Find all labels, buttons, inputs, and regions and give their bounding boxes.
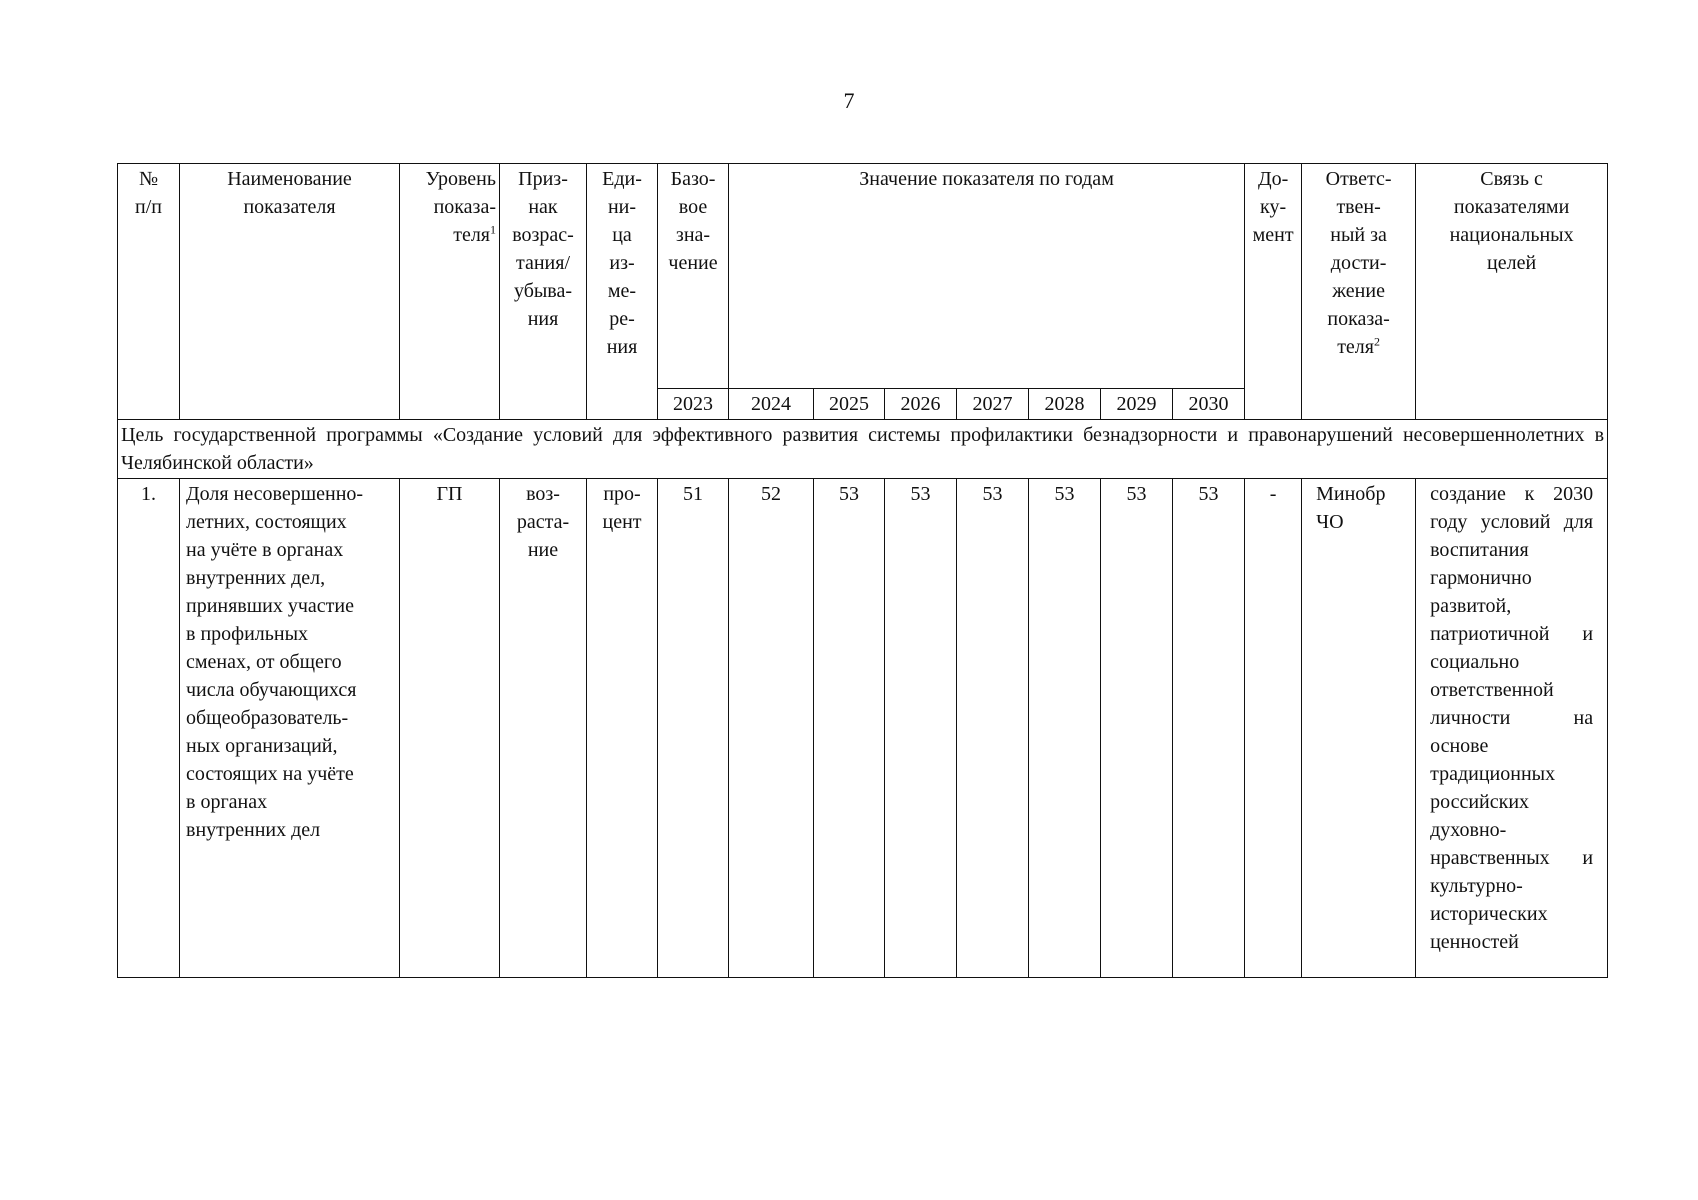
row-value-2027: 53 — [957, 479, 1029, 978]
year-2024: 2024 — [729, 389, 814, 420]
row-value-2029: 53 — [1101, 479, 1173, 978]
row-value-2028: 53 — [1029, 479, 1101, 978]
row-indicator-name: Доля несовершенно- летних, состоящих на учёте в органах внутренних дел, принявших участие в профильных сменах, от общего числа обучающихся общеобразователь- ных организаций, состоящих на учёте в органах внутренних дел — [180, 479, 400, 978]
year-2027: 2027 — [957, 389, 1029, 420]
goal-row — [118, 420, 1608, 479]
row-value-2025: 53 — [814, 479, 885, 978]
header-level — [400, 164, 500, 420]
row-responsible: Минобр ЧО — [1302, 479, 1416, 978]
header-trend: Приз- нак возрас- тания/ убыва- ния — [500, 164, 587, 420]
header-by-years: Значение показателя по годам — [729, 164, 1245, 389]
row-document: - — [1245, 479, 1302, 978]
header-document: До- ку- мент — [1245, 164, 1302, 420]
header-responsible-footnote: 2 — [1373, 334, 1380, 349]
row-national-goals-link: создание к 2030 году условий для воспитания гармонично развитой, патриотичной и социально ответственной личности на основе традиционных российских духовно-нравственных и культурно-исторических ценностей — [1416, 479, 1608, 978]
year-2030: 2030 — [1173, 389, 1245, 420]
row-value-2030: 53 — [1173, 479, 1245, 978]
header-row — [118, 164, 1608, 389]
header-level-text: Уровень показа- теля — [425, 168, 496, 246]
row-value-2023: 51 — [658, 479, 729, 978]
indicators-table — [117, 163, 1608, 978]
header-name: Наименование показателя — [180, 164, 400, 420]
year-2025: 2025 — [814, 389, 885, 420]
year-2023: 2023 — [658, 389, 729, 420]
header-responsible-text: Ответс- твен- ный за дости- жение показа- теля — [1325, 168, 1392, 358]
header-level-footnote: 1 — [490, 222, 496, 237]
header-link: Связь с показателями национальных целей — [1416, 164, 1608, 420]
program-goal: Цель государственной программы «Создание условий для эффективного развития системы профилактики безнадзорности и правонарушений несовершеннолетних в Челябинской области» — [118, 420, 1608, 479]
page-number: 7 — [843, 88, 855, 113]
header-base: Базо- вое зна- чение — [658, 164, 729, 389]
table-row — [118, 479, 1608, 978]
row-trend: воз- раста- ние — [500, 479, 587, 978]
year-2029: 2029 — [1101, 389, 1173, 420]
row-unit: про- цент — [587, 479, 658, 978]
row-value-2024: 52 — [729, 479, 814, 978]
header-num: № п/п — [118, 164, 180, 420]
row-value-2026: 53 — [885, 479, 957, 978]
header-responsible — [1302, 164, 1416, 420]
year-2028: 2028 — [1029, 389, 1101, 420]
row-level: ГП — [400, 479, 500, 978]
row-num: 1. — [118, 479, 180, 978]
year-2026: 2026 — [885, 389, 957, 420]
header-unit: Еди- ни- ца из- ме- ре- ния — [587, 164, 658, 420]
